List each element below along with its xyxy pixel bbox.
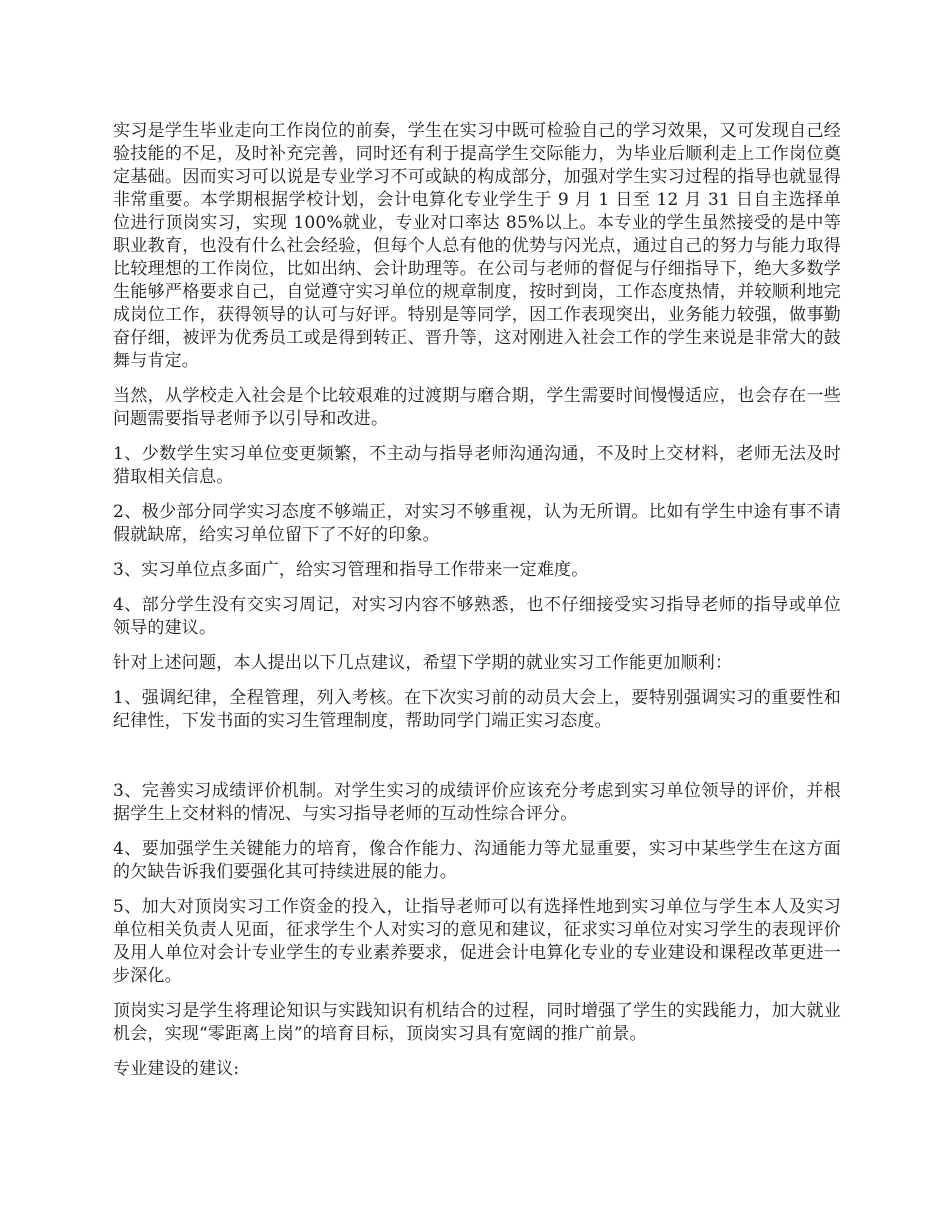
- paragraph-problems-intro: 当然，从学校走入社会是个比较艰难的过渡期与磨合期，学生需要时间慢慢适应，也会存在一些问题需要指导老师予以引导和改进。: [113, 386, 841, 429]
- suggestion-item-1: 1、强调纪律，全程管理，列入考核。在下次实习前的动员大会上，要特别强调实习的重要性和纪律性，下发书面的实习生管理制度，帮助同学门端正实习态度。: [113, 688, 841, 731]
- suggestion-item-3: 3、完善实习成绩评价机制。对学生实习的成绩评价应该充分考虑到实习单位领导的评价，并根据学生上交材料的情况、与实习指导老师的互动性综合评分。: [113, 781, 841, 824]
- section-heading-suggestions: 专业建设的建议:: [113, 1059, 240, 1079]
- document-body: [113, 120, 841, 1093]
- paragraph-conclusion: 顶岗实习是学生将理论知识与实践知识有机结合的过程，同时增强了学生的实践能力，加大就业机会，实现“零距离上岗”的培育目标，顶岗实习具有宽阔的推广前景。: [113, 1001, 841, 1044]
- problem-item-1: 1、少数学生实习单位变更频繁，不主动与指导老师沟通沟通，不及时上交材料，老师无法及时猎取相关信息。: [113, 444, 841, 487]
- problem-item-2: 2、极少部分同学实习态度不够端正，对实习不够重视，认为无所谓。比如有学生中途有事不请假就缺席，给实习单位留下了不好的印象。: [113, 502, 841, 545]
- problem-item-3: 3、实习单位点多面广，给实习管理和指导工作带来一定难度。: [113, 560, 589, 580]
- paragraph-suggestions-intro: 针对上述问题，本人提出以下几点建议，希望下学期的就业实习工作能更加顺利：: [113, 653, 733, 673]
- blank-gap: [113, 745, 841, 768]
- paragraph-intro: 实习是学生毕业走向工作岗位的前奏，学生在实习中既可检验自己的学习效果，又可发现自己经验技能的不足，及时补充完善，同时还有利于提高学生交际能力，为毕业后顺利走上工作岗位奠定基础。因而实习可以说是专业学习不可或缺的构成部分，加强对学生实习过程的指导也就显得非常重要。本学期根据学校计划，会计电算化专业学生于 9 月 1 日至 12 月 31 日自主选择单位进行顶岗实习，实现 100%就业，专业对口率达 85%以上。本专业的学生虽然接受的是中等职业教育，也没有什么社会经验，但每个人总有他的优势与闪光点，通过自己的努力与能力取得比较理想的工作岗位，比如出纳、会计助理等。在公司与老师的督促与仔细指导下，绝大多数学生能够严格要求自己，自觉遵守实习单位的规章制度，按时到岗，工作态度热情，并较顺利地完成岗位工作，获得领导的认可与好评。特别是等同学，因工作表现突出，业务能力较强，做事勤奋仔细，被评为优秀员工或是得到转正、晋升等，这对刚进入社会工作的学生来说是非常大的鼓舞与肯定。: [113, 121, 841, 371]
- problem-item-4: 4、部分学生没有交实习周记，对实习内容不够熟悉，也不仔细接受实习指导老师的指导或单位领导的建议。: [113, 595, 841, 638]
- suggestion-item-4: 4、要加强学生关键能力的培育，像合作能力、沟通能力等尤显重要，实习中某些学生在这方面的欠缺告诉我们要强化其可持续进展的能力。: [113, 839, 841, 882]
- suggestion-item-5: 5、加大对顶岗实习工作资金的投入，让指导老师可以有选择性地到实习单位与学生本人及实习单位相关负责人见面，征求学生个人对实习的意见和建议，征求实习单位对实习学生的表现评价及用人单位对会计专业学生的专业素养要求，促进会计电算化专业的专业建设和课程改革更进一步深化。: [113, 897, 841, 986]
